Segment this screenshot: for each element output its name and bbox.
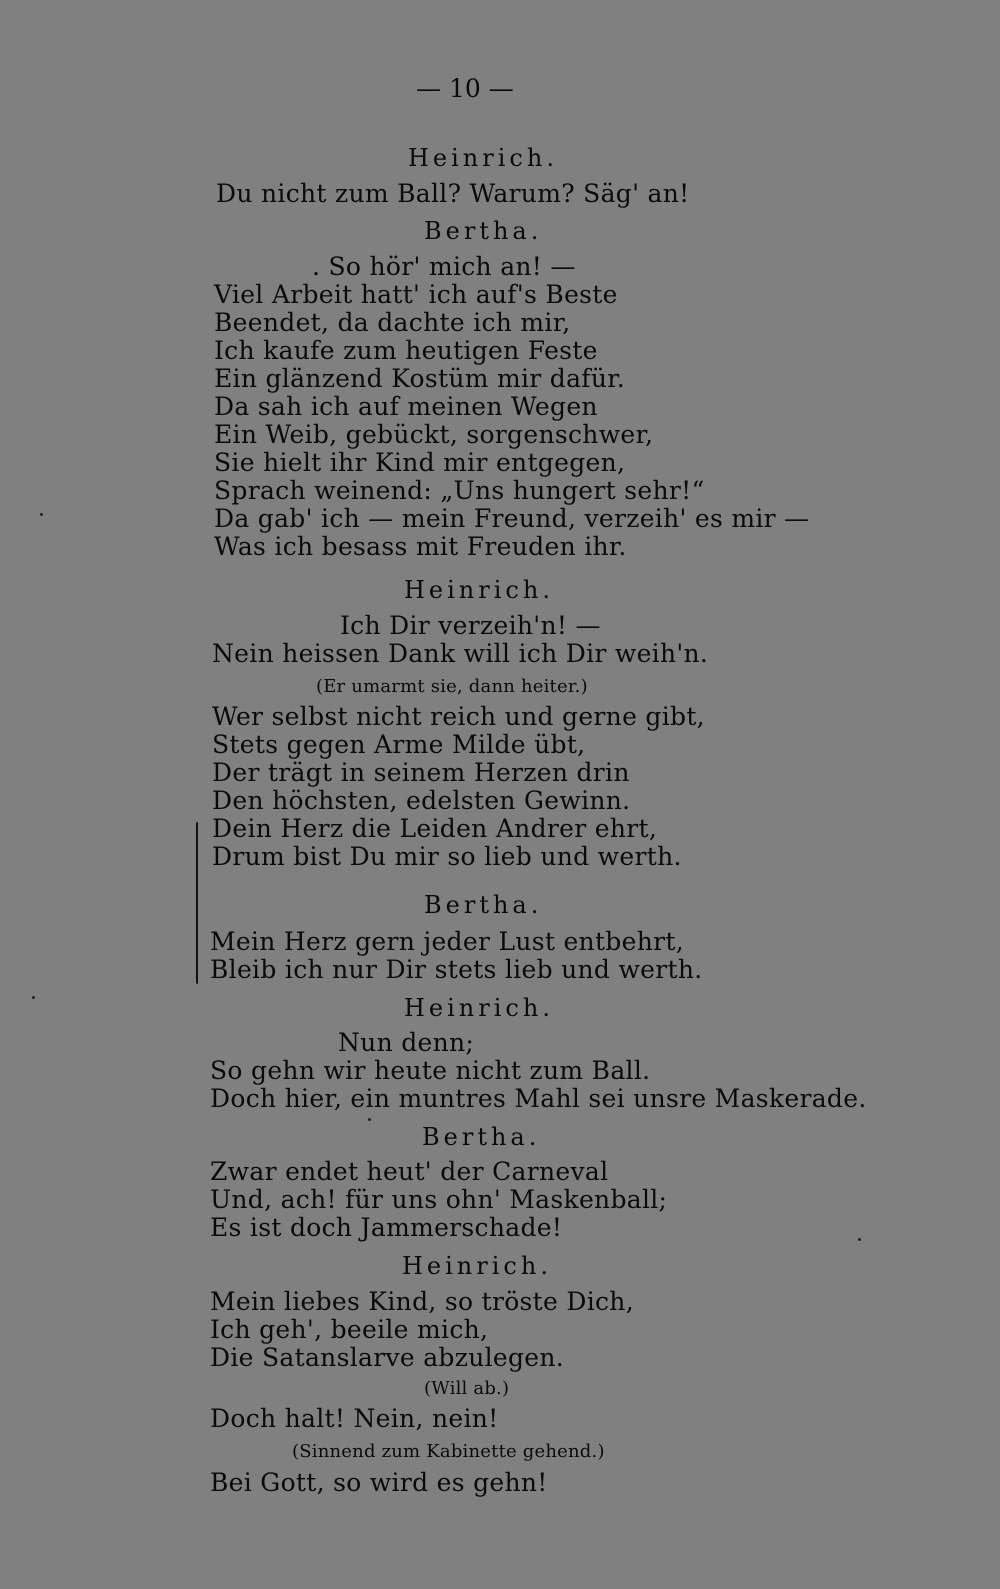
- verse-line: Mein Herz gern jeder Lust entbehrt,: [210, 927, 684, 956]
- speaker-heading: Bertha.: [424, 891, 543, 919]
- verse-line: Wer selbst nicht reich und gerne gibt,: [212, 702, 705, 731]
- verse-line: Der trägt in seinem Herzen drin: [212, 758, 630, 787]
- scan-speck: [32, 996, 35, 999]
- verse-line: Drum bist Du mir so lieb und werth.: [212, 842, 682, 871]
- verse-line: Du nicht zum Ball? Warum? Säg' an!: [216, 179, 690, 208]
- scan-speck: [40, 513, 43, 516]
- stage-direction: (Will ab.): [424, 1378, 510, 1399]
- verse-line: Nun denn;: [338, 1028, 475, 1057]
- verse-line: Doch halt! Nein, nein!: [210, 1404, 499, 1433]
- scan-speck: [858, 1238, 861, 1241]
- scan-speck: [368, 1118, 371, 1121]
- speaker-heading: Heinrich.: [408, 144, 558, 172]
- verse-line: Stets gegen Arme Milde übt,: [212, 730, 586, 759]
- speaker-heading: Heinrich.: [402, 1252, 552, 1280]
- speaker-heading: Bertha.: [422, 1123, 541, 1151]
- duet-brace-upper: [196, 822, 198, 912]
- page-number: — 10 —: [416, 74, 514, 103]
- verse-line: Mein liebes Kind, so tröste Dich,: [210, 1287, 634, 1316]
- verse-line: Bleib ich nur Dir stets lieb und werth.: [210, 955, 703, 984]
- verse-line: Dein Herz die Leiden Andrer ehrt,: [212, 814, 658, 843]
- verse-line: Ich kaufe zum heutigen Feste: [214, 336, 598, 365]
- verse-line: Sprach weinend: „Uns hungert sehr!“: [214, 476, 705, 505]
- verse-line: Da sah ich auf meinen Wegen: [214, 392, 598, 421]
- verse-line: Da gab' ich — mein Freund, verzeih' es mir —: [214, 504, 810, 533]
- speaker-heading: Bertha.: [424, 217, 543, 245]
- verse-line: Ich geh', beeile mich,: [210, 1315, 489, 1344]
- verse-line: Sie hielt ihr Kind mir entgegen,: [214, 448, 626, 477]
- speaker-heading: Heinrich.: [404, 576, 554, 604]
- verse-line: Zwar endet heut' der Carneval: [210, 1157, 609, 1186]
- verse-line: Was ich besass mit Freuden ihr.: [214, 532, 627, 561]
- verse-line: Bei Gott, so wird es gehn!: [210, 1468, 548, 1497]
- verse-line: Beendet, da dachte ich mir,: [214, 308, 571, 337]
- speaker-heading: Heinrich.: [404, 994, 554, 1022]
- stage-direction: (Er umarmt sie, dann heiter.): [316, 676, 588, 697]
- verse-line: Ein Weib, gebückt, sorgenschwer,: [214, 420, 654, 449]
- verse-line: Viel Arbeit hatt' ich auf's Beste: [214, 280, 618, 309]
- verse-line: Es ist doch Jammerschade!: [210, 1213, 563, 1242]
- verse-line: Ich Dir verzeih'n! —: [340, 611, 601, 640]
- duet-brace-lower: [196, 912, 198, 984]
- verse-line: Und, ach! für uns ohn' Maskenball;: [210, 1185, 668, 1214]
- verse-line: Doch hier, ein muntres Mahl sei unsre Maskerade.: [210, 1084, 867, 1113]
- verse-line: Die Satanslarve abzulegen.: [210, 1343, 565, 1372]
- verse-line: So gehn wir heute nicht zum Ball.: [210, 1056, 651, 1085]
- stage-direction: (Sinnend zum Kabinette gehend.): [292, 1441, 605, 1462]
- verse-line: Nein heissen Dank will ich Dir weih'n.: [212, 639, 709, 668]
- verse-line: Den höchsten, edelsten Gewinn.: [212, 786, 631, 815]
- verse-line: . So hör' mich an! —: [312, 252, 576, 281]
- verse-line: Ein glänzend Kostüm mir dafür.: [214, 364, 626, 393]
